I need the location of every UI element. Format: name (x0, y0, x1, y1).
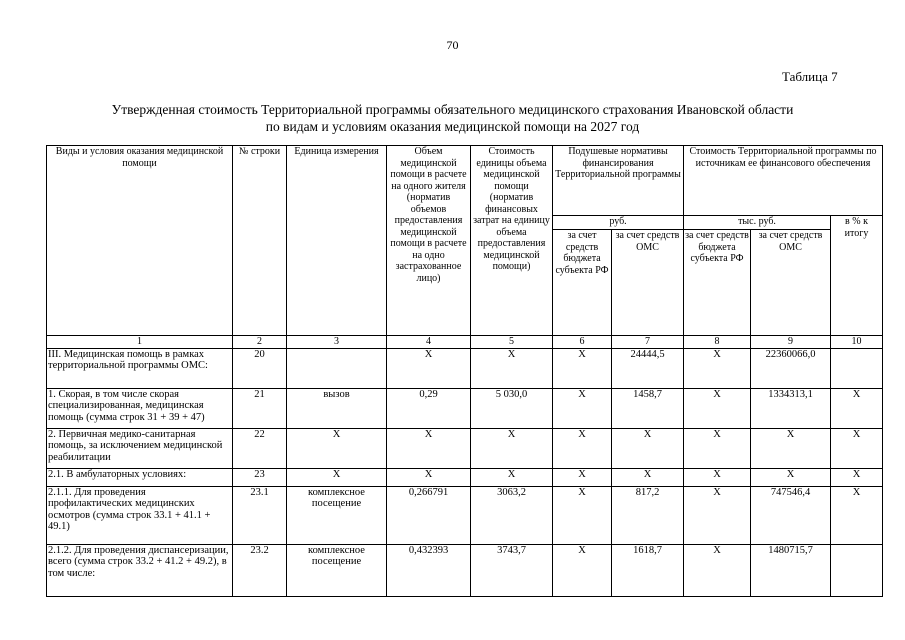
header-col-1: Виды и условия оказания медицинской помощи (47, 146, 233, 336)
row-cost-oms: 747546,4 (751, 486, 831, 544)
header-cost-group: Стоимость Территориальной программы по источникам ее финансового обеспечения (684, 146, 883, 216)
row-name: 2.1. В амбулаторных условиях: (47, 468, 233, 486)
header-unit-thousand-rub: тыс. руб. (684, 216, 831, 230)
table-row (47, 388, 883, 428)
header-col-6: за счет средств бюджета субъекта РФ (553, 230, 612, 336)
row-percent (831, 544, 883, 596)
row-cost-budget: X (684, 486, 751, 544)
header-unit-rub: руб. (553, 216, 684, 230)
row-percent: X (831, 468, 883, 486)
column-number: 4 (387, 336, 471, 349)
title-line-2: по видам и условиям оказания медицинской помощи на 2027 год (265, 119, 640, 134)
row-unit: комплексное посещение (287, 486, 387, 544)
row-percapita-oms: 1458,7 (612, 388, 684, 428)
row-name: 2.1.1. Для проведения профилактических медицинских осмотров (сумма строк 33.1 + 41.1 + 49.1) (47, 486, 233, 544)
row-volume: X (387, 428, 471, 468)
table-row (47, 544, 883, 596)
row-unit-cost: 3063,2 (471, 486, 553, 544)
row-cost-oms: X (751, 428, 831, 468)
row-unit: X (287, 428, 387, 468)
row-cost-budget: X (684, 428, 751, 468)
row-cost-oms: 1334313,1 (751, 388, 831, 428)
header-col-3: Единица измерения (287, 146, 387, 336)
page-number: 70 (446, 38, 459, 52)
column-number-row (47, 336, 883, 349)
row-percent (831, 348, 883, 388)
header-col-7: за счет средств ОМС (612, 230, 684, 336)
row-percapita-budget: X (553, 486, 612, 544)
row-percapita-budget: X (553, 428, 612, 468)
row-line-number: 20 (233, 348, 287, 388)
row-percapita-oms: 1618,7 (612, 544, 684, 596)
row-percapita-budget: X (553, 388, 612, 428)
header-col-8: за счет средств бюджета субъекта РФ (684, 230, 751, 336)
column-number: 3 (287, 336, 387, 349)
row-volume: 0,266791 (387, 486, 471, 544)
row-percapita-oms: X (612, 468, 684, 486)
header-percapita-group: Подушевые нормативы финансирования Территориальной программы (553, 146, 684, 216)
row-line-number: 23.2 (233, 544, 287, 596)
table-row (47, 486, 883, 544)
row-volume: 0,432393 (387, 544, 471, 596)
cost-table (46, 145, 883, 597)
row-percapita-budget: X (553, 468, 612, 486)
table-row (47, 428, 883, 468)
row-line-number: 22 (233, 428, 287, 468)
row-percent: X (831, 428, 883, 468)
header-col-9: за счет средств ОМС (751, 230, 831, 336)
row-name: 1. Скорая, в том числе скорая специализированная, медицинская помощь (сумма строк 31 + 39 + 47) (47, 388, 233, 428)
column-number: 8 (684, 336, 751, 349)
column-number: 5 (471, 336, 553, 349)
row-cost-budget: X (684, 388, 751, 428)
row-percapita-budget: X (553, 544, 612, 596)
document-title (0, 101, 905, 135)
table-row (47, 348, 883, 388)
row-volume: 0,29 (387, 388, 471, 428)
row-volume: X (387, 348, 471, 388)
row-unit-cost: 5 030,0 (471, 388, 553, 428)
row-percapita-oms: X (612, 428, 684, 468)
row-volume: X (387, 468, 471, 486)
row-cost-oms: 1480715,7 (751, 544, 831, 596)
row-unit-cost: X (471, 428, 553, 468)
header-percent-total: в % к итогу (831, 216, 883, 336)
header-col-4: Объем медицинской помощи в расчете на одного жителя (норматив объемов предоставления медицинской помощи в расчете на одно застрахованное лицо) (387, 146, 471, 336)
header-col-5: Стоимость единицы объема медицинской помощи (норматив финансовых затрат на единицу объема предоставления медицинской помощи) (471, 146, 553, 336)
row-name: III. Медицинская помощь в рамках территориальной программы ОМС: (47, 348, 233, 388)
table-row (47, 468, 883, 486)
column-number: 9 (751, 336, 831, 349)
row-unit: комплексное посещение (287, 544, 387, 596)
row-percent: X (831, 486, 883, 544)
row-unit-cost: X (471, 468, 553, 486)
row-line-number: 23 (233, 468, 287, 486)
title-line-1: Утвержденная стоимость Территориальной программы обязательного медицинского страхования Ивановской области (111, 102, 794, 117)
row-line-number: 23.1 (233, 486, 287, 544)
row-unit: X (287, 468, 387, 486)
row-percapita-budget: X (553, 348, 612, 388)
row-cost-oms: 22360066,0 (751, 348, 831, 388)
row-unit: вызов (287, 388, 387, 428)
row-name: 2.1.2. Для проведения диспансеризации, всего (сумма строк 33.2 + 41.2 + 49.2), в том числе: (47, 544, 233, 596)
header-col-2: № строки (233, 146, 287, 336)
column-number: 10 (831, 336, 883, 349)
table-label: Таблица 7 (782, 69, 838, 84)
row-unit-cost: X (471, 348, 553, 388)
column-number: 1 (47, 336, 233, 349)
row-cost-budget: X (684, 348, 751, 388)
row-cost-oms: X (751, 468, 831, 486)
row-unit-cost: 3743,7 (471, 544, 553, 596)
row-line-number: 21 (233, 388, 287, 428)
column-number: 6 (553, 336, 612, 349)
row-name: 2. Первичная медико-санитарная помощь, за исключением медицинской реабилитации (47, 428, 233, 468)
row-percent: X (831, 388, 883, 428)
column-number: 2 (233, 336, 287, 349)
row-cost-budget: X (684, 544, 751, 596)
row-unit (287, 348, 387, 388)
row-percapita-oms: 817,2 (612, 486, 684, 544)
column-number: 7 (612, 336, 684, 349)
row-percapita-oms: 24444,5 (612, 348, 684, 388)
row-cost-budget: X (684, 468, 751, 486)
